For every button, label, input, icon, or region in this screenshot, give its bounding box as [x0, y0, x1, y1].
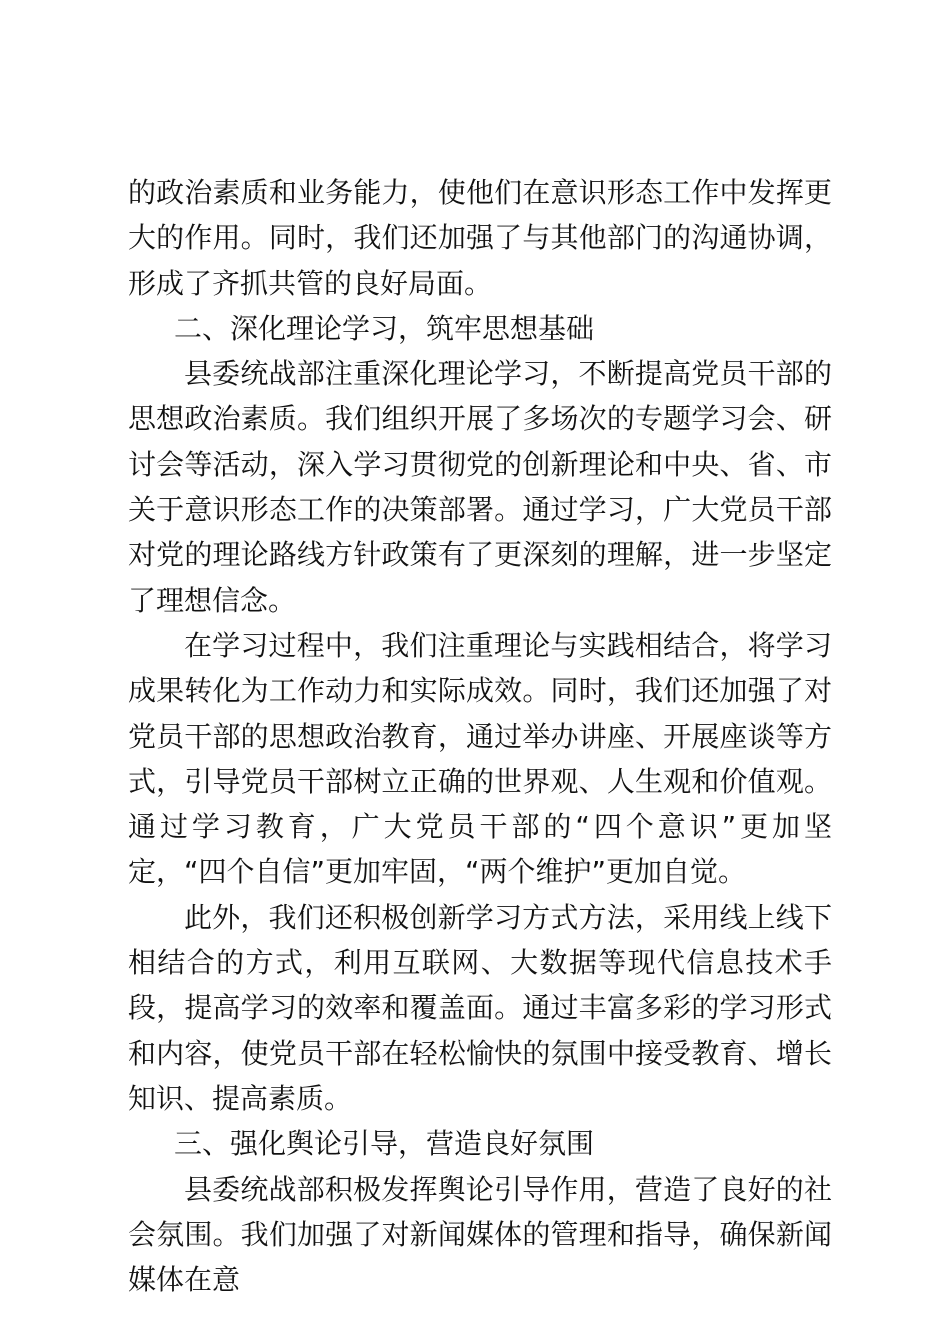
paragraph: 县委统战部积极发挥舆论引导作用，营造了良好的社会氛围。我们加强了对新闻媒体的管理和指导，确保新闻媒体在意 — [128, 1172, 832, 1297]
paragraph: 县委统战部注重深化理论学习，不断提高党员干部的思想政治素质。我们组织开展了多场次的专题学习会、研讨会等活动，深入学习贯彻党的创新理论和中央、省、市关于意识形态工作的决策部署。通过学习，广大党员干部对党的理论路线方针政策有了更深刻的理解，进一步坚定了理想信念。 — [128, 357, 832, 617]
paragraph: 在学习过程中，我们注重理论与实践相结合，将学习成果转化为工作动力和实际成效。同时，我们还加强了对党员干部的思想政治教育，通过举办讲座、开展座谈等方式，引导党员干部树立正确的世界观、人生观和价值观。通过学习教育，广大党员干部的“四个意识”更加坚定，“四个自信”更加牢固，“两个维护”更加自觉。 — [128, 628, 832, 889]
paragraph-continued: 的政治素质和业务能力，使他们在意识形态工作中发挥更大的作用。同时，我们还加强了与其他部门的沟通协调，形成了齐抓共管的良好局面。 — [128, 176, 832, 300]
paragraph: 此外，我们还积极创新学习方式方法，采用线上线下相结合的方式，利用互联网、大数据等现代信息技术手段，提高学习的效率和覆盖面。通过丰富多彩的学习形式和内容，使党员干部在轻松愉快的氛围中接受教育、增长知识、提高素质。 — [128, 900, 832, 1115]
section-heading-3: 三、强化舆论引导，营造良好氛围 — [174, 1127, 595, 1161]
document-body — [128, 170, 832, 1302]
section-heading-2: 二、深化理论学习，筑牢思想基础 — [174, 311, 595, 345]
